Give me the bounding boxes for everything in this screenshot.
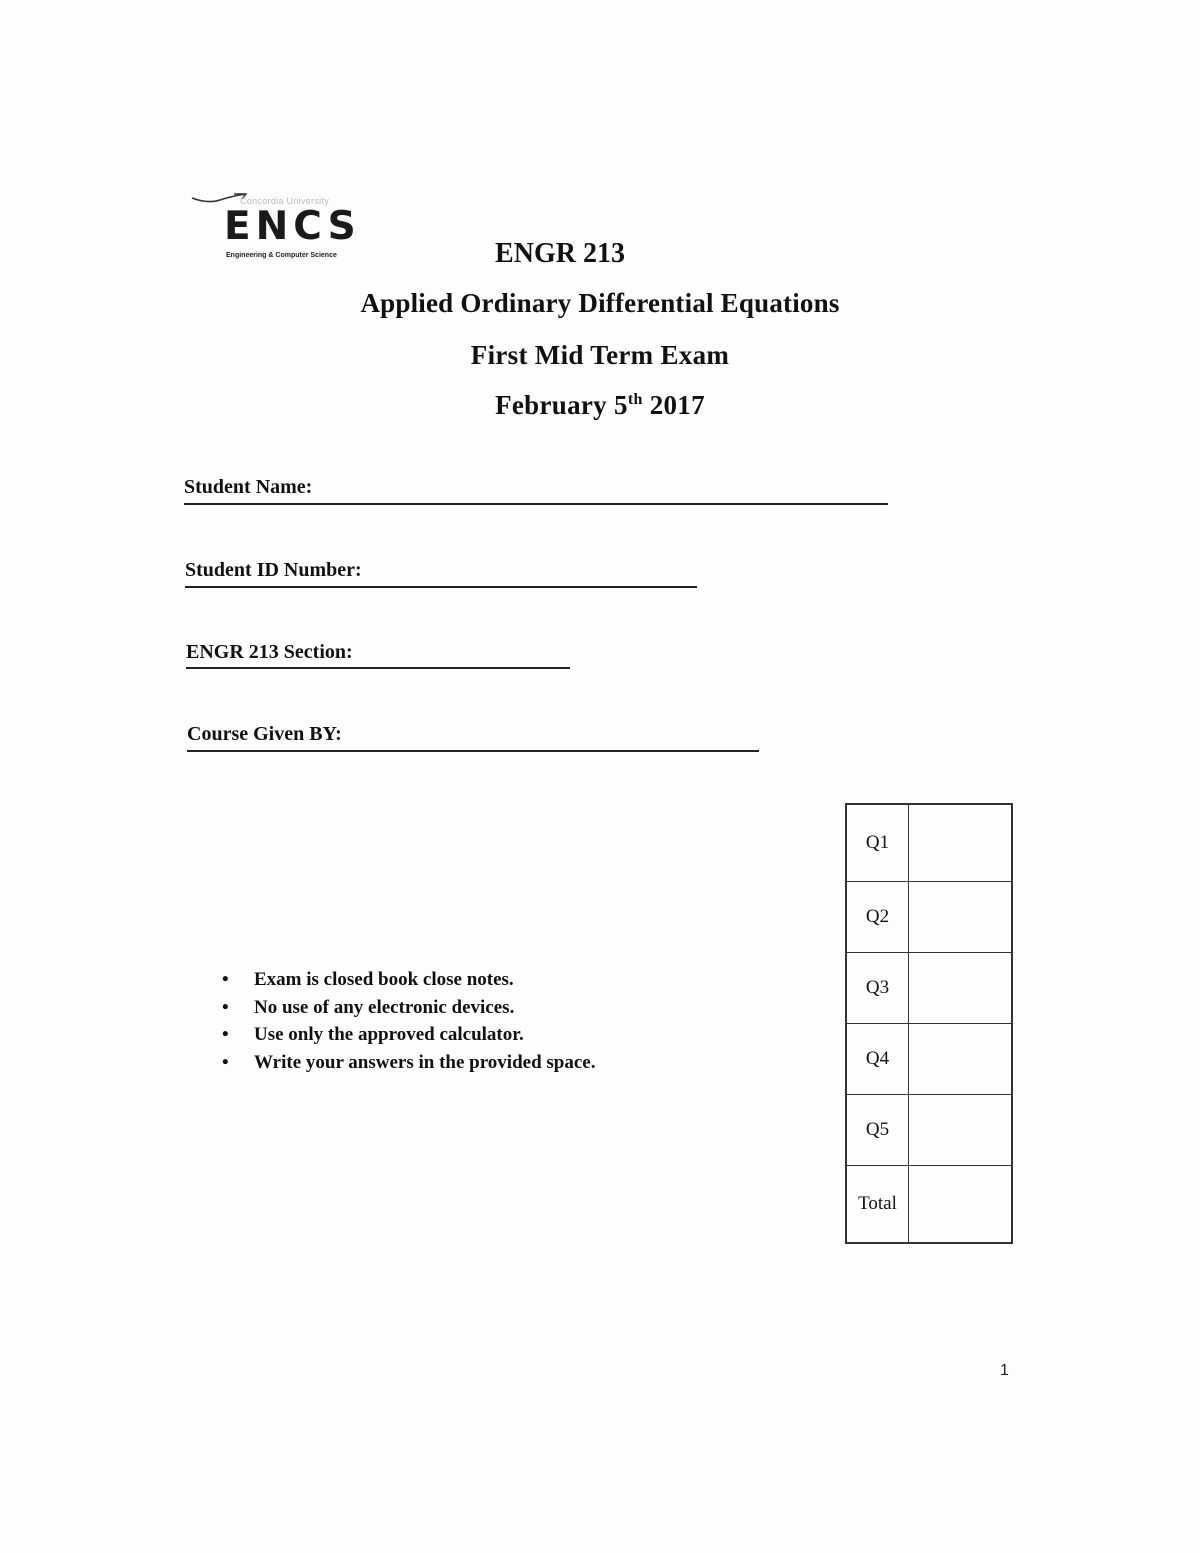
bullet-icon: •	[222, 969, 229, 990]
score-row-label: Q1	[846, 804, 909, 881]
student-id-field[interactable]	[185, 559, 362, 582]
score-cell[interactable]	[909, 1023, 1013, 1094]
bullet-icon: •	[222, 1024, 229, 1045]
bullet-icon: •	[222, 1051, 229, 1073]
course-given-by-field[interactable]	[187, 723, 342, 746]
course-title: Applied Ordinary Differential Equations	[360, 288, 840, 318]
student-name-field[interactable]	[184, 476, 312, 499]
bullet-icon: •	[222, 996, 229, 1018]
score-row-q1	[846, 804, 1012, 881]
exam-date	[0, 390, 1200, 421]
logo-subtitle: Engineering & Computer Science	[226, 252, 337, 259]
section-field[interactable]	[186, 641, 353, 664]
score-cell[interactable]	[909, 1094, 1013, 1165]
exam-date-suffix: th	[627, 391, 643, 408]
score-row-label: Q3	[846, 952, 909, 1023]
score-row-q2	[846, 881, 1012, 952]
score-row-label: Q4	[846, 1023, 909, 1094]
rule-text: Use only the approved calculator.	[254, 1024, 524, 1045]
score-row-q3	[846, 952, 1012, 1023]
rule-item	[218, 1049, 595, 1077]
logo-wordmark: ENCS	[224, 204, 361, 249]
page-number: 1	[1000, 1362, 1009, 1379]
score-row-q5	[846, 1094, 1012, 1165]
rule-text: Exam is closed book close notes.	[254, 969, 514, 990]
exam-rules-list	[218, 966, 595, 1076]
exam-date-day: February 5	[495, 390, 628, 420]
student-name-label: Student Name:	[184, 476, 313, 498]
score-row-label: Q5	[846, 1094, 909, 1165]
rule-item	[218, 1021, 595, 1049]
score-cell[interactable]	[909, 1165, 1013, 1243]
rule-item	[218, 994, 595, 1022]
rule-item	[218, 966, 595, 994]
score-table	[845, 803, 1013, 1244]
score-cell[interactable]	[909, 952, 1013, 1023]
student-id-label: Student ID Number:	[185, 559, 362, 581]
score-row-label: Total	[846, 1165, 909, 1243]
score-cell[interactable]	[909, 881, 1013, 952]
student-name-line	[184, 503, 888, 505]
score-row-q4	[846, 1023, 1012, 1094]
score-row-total	[846, 1165, 1012, 1243]
logo-tagline: Concordia University	[240, 196, 330, 206]
exam-title: First Mid Term Exam	[470, 340, 730, 370]
student-id-line	[185, 586, 697, 588]
section-label: ENGR 213 Section:	[186, 641, 353, 663]
section-line	[186, 667, 570, 669]
course-code: ENGR 213	[495, 238, 625, 269]
rule-text: Write your answers in the provided space.	[254, 1051, 596, 1073]
rule-text: No use of any electronic devices.	[254, 996, 515, 1018]
course-given-by-label: Course Given BY:	[187, 723, 342, 745]
exam-date-year: 2017	[649, 390, 705, 420]
score-row-label: Q2	[846, 881, 909, 952]
course-given-by-line	[187, 750, 759, 752]
score-cell[interactable]	[909, 804, 1013, 881]
